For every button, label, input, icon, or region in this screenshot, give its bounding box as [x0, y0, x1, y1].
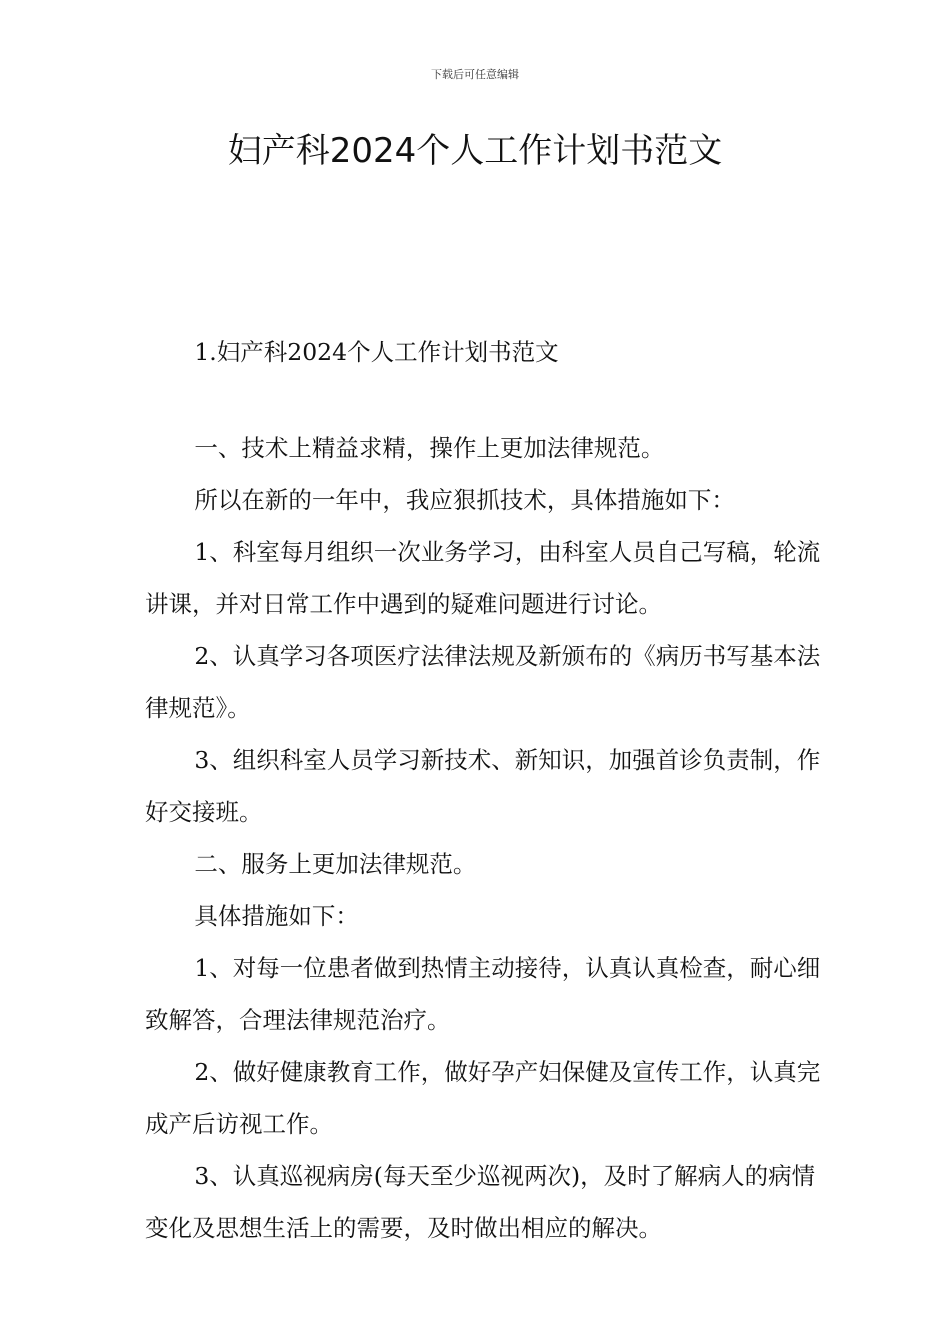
- document-title: 妇产科2024个人工作计划书范文: [227, 131, 723, 171]
- paragraph-9: 2、做好健康教育工作，做好孕产妇保健及宣传工作，认真完成产后访视工作。: [145, 1058, 821, 1138]
- document-body: [145, 422, 835, 1254]
- paragraph-10: 3、认真巡视病房(每天至少巡视两次)，及时了解病人的病情变化及思想生活上的需要，及时做出相应的解决。: [145, 1162, 816, 1242]
- paragraph-7: 具体措施如下：: [194, 902, 359, 930]
- paragraph-1: 一、技术上精益求精，操作上更加法律规范。: [194, 434, 665, 462]
- paragraph-2: 所以在新的一年中，我应狠抓技术，具体措施如下：: [194, 486, 735, 514]
- paragraph-8: 1、对每一位患者做到热情主动接待，认真认真检查，耐心细致解答，合理法律规范治疗。: [145, 954, 821, 1034]
- paragraph-3: 1、科室每月组织一次业务学习，由科室人员自己写稿，轮流讲课，并对日常工作中遇到的疑难问题进行讨论。: [145, 538, 821, 618]
- paragraph-4: 2、认真学习各项医疗法律法规及新颁布的《病历书写基本法律规范》。: [145, 642, 821, 722]
- header-note: 下载后可任意编辑: [431, 68, 519, 81]
- paragraph-5: 3、组织科室人员学习新技术、新知识，加强首诊负责制，作好交接班。: [145, 746, 821, 826]
- section-heading-block: [145, 326, 835, 378]
- section-heading: 1.妇产科2024个人工作计划书范文: [194, 338, 559, 366]
- paragraph-6: 二、服务上更加法律规范。: [194, 850, 477, 878]
